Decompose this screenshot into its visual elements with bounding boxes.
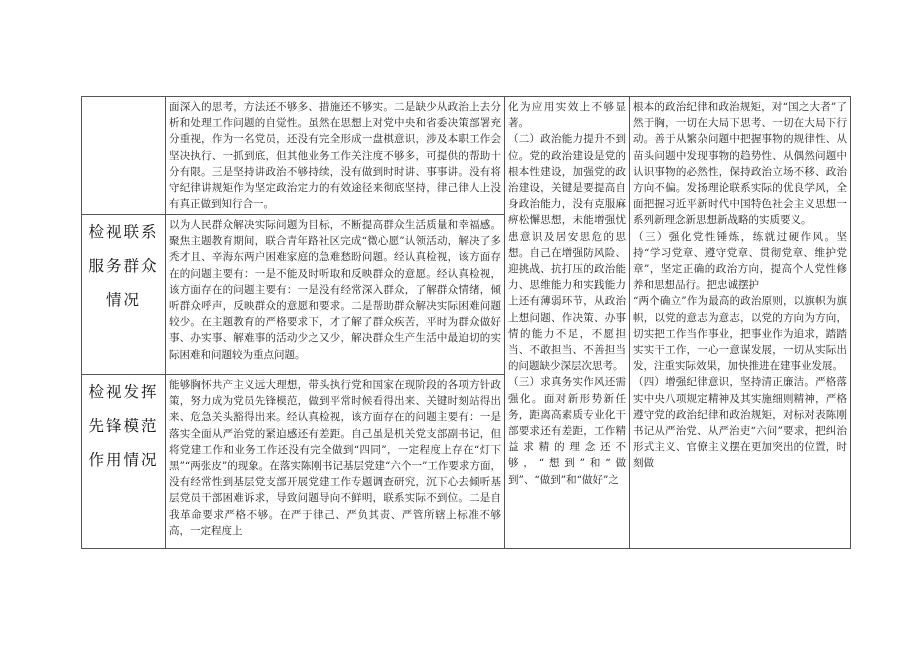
measures-column-text: 化为应用实效上不够显著。 （二）政治能力提升不到位。党的政治建设是党的根本性建设，加强党的政治建设，关键是要提高自身政治能力，没有克服麻痹松懈思想，未能增强忧患意识及居安思危的思想。自己在增强防风险、迎挑战、抗打压的政治能力、思维能力和实践能力上还有薄弱环节，从政治上想问题、作决策、办事情的能力不足，不愿担当、不敢担当、不善担当的问题缺少深层次思考。 （三）求真务实作风还需强化。面对新形势新任务，距离高素质专业化干部要求还有差距，工作精益求精的理念还不够，“想到”和“做到”、“做到”和“做好”之 [508, 101, 626, 486]
row-content-cell [166, 375, 505, 549]
row-content: 面深入的思考，方法还不够多、措施还不够实。二是缺少从政治上去分析和处理工作问题的自觉性。虽然在思想上对党中央和省委决策部署充分重视，作为一名党员，还没有完全形成一盘棋意识，涉及本职工作会坚决执行、一抓到底，但其他业务工作关注度不够多，可提供的帮助十分有限。三是坚持讲政治不够持续，没有做到时时讲、事事讲。没有将守纪律讲规矩作为坚定政治定力的有效途径来彻底坚持，律己律人上没有真正做到知行合一。 [169, 101, 501, 211]
row-content: 以为人民群众解决实际问题为目标，不断提高群众生活质量和幸福感。聚焦主题教育期间，联合青年路社区完成“微心愿”认领活动，解决了多秃才且、辛海东两户困难家庭的急难愁盼问题。经认真检视，该方面存在的问题主要有：一是不能及时听取和反映群众的意愿。经认真检视，该方面存在的问题主要有：一是没有经常深入群众，了解群众情绪，倾听群众呼声，反映群众的意愿和要求。二是帮助群众解决实际困难问题较少。在主题教育的严格要求下，才了解了群众疾苦，平时为群众做好事、办实事、解难事的活动少之又少，解决群众生产生活中最迫切的实际困难和问题较为重点问题。 [169, 219, 501, 361]
rectification-column-text: 根本的政治纪律和政治规矩，对“国之大者”了然于胸，一切在大局下思考、一切在大局下行动。善于从繁杂问题中把握事物的规律性、从苗头问题中发现事物的趋势性、从偶然问题中认识事物的必然性，保持政治立场不移、政治方向不偏。发扬理论联系实际的优良学风，全面把握习近平新时代中国特色社会主义思想一系列新理念新思想新战略的实质要义。 （三）强化党性锤炼，练就过硬作风。坚持“学习党章、遵守党章、贯彻党章、维护党章”，坚定正确的政治方向，提高个人党性修养和思想品行。把忠诚摆护 “两个确立”作为最高的政治原则，以旗帜为旗帜，以党的意志为意志，以党的方向为方向，切实把工作当作事业，把事业作为追求，踏踏实实干工作，一心一意谋发展，一切从实际出发，注重实际效果，加快推进在建事业发展。 （四）增强纪律意识，坚持清正廉洁。严格落实中央八项规定精神及其实施细则精神，严格遵守党的政治纪律和政治规矩，对标对表陈刚书记从严治党、从严治吏“六问”要求，把纠治形式主义、官僚主义摆在更加突出的位置，时刻做 [633, 101, 847, 470]
rectification-column-cell [630, 97, 851, 549]
table-row [82, 97, 851, 215]
row-content: 能够胸怀共产主义远大理想，带头执行党和国家在现阶段的各项方针政策，努力成为党员先锋模范，做到平常时候看得出来、关键时刻站得出来、危急关头豁得出来。经认真检视，该方面存在的问题主要有：一是落实全面从严治党的紧迫感还有差距。自己虽是机关党支部副书记，但将党建工作和业务工作还没有完全做到“四同”，一定程度上存在“灯下黑”“两张皮”的现象。在落实陈刚书记基层党建“六个一”工作要求方面，没有经常性到基层党支部开展党建工作专题调查研究，沉下心去倾听基层党员干部困难诉求，导致问题导向不鲜明，联系实际不到位。二是自我革命要求严格不够。在严于律己、严负其责、严管所辖上标准不够高，一定程度上 [169, 379, 501, 537]
self-inspection-table [81, 96, 851, 549]
row-content-cell [166, 215, 505, 375]
row-label-cell [82, 215, 166, 375]
row-content-cell [166, 97, 505, 215]
row-label: 检视发挥先锋模范作用情况 [88, 383, 159, 469]
measures-column-cell [505, 97, 630, 549]
row-label: 检视联系服务群众情况 [88, 223, 159, 309]
row-label-cell [82, 375, 166, 549]
row-label-cell [82, 97, 166, 215]
